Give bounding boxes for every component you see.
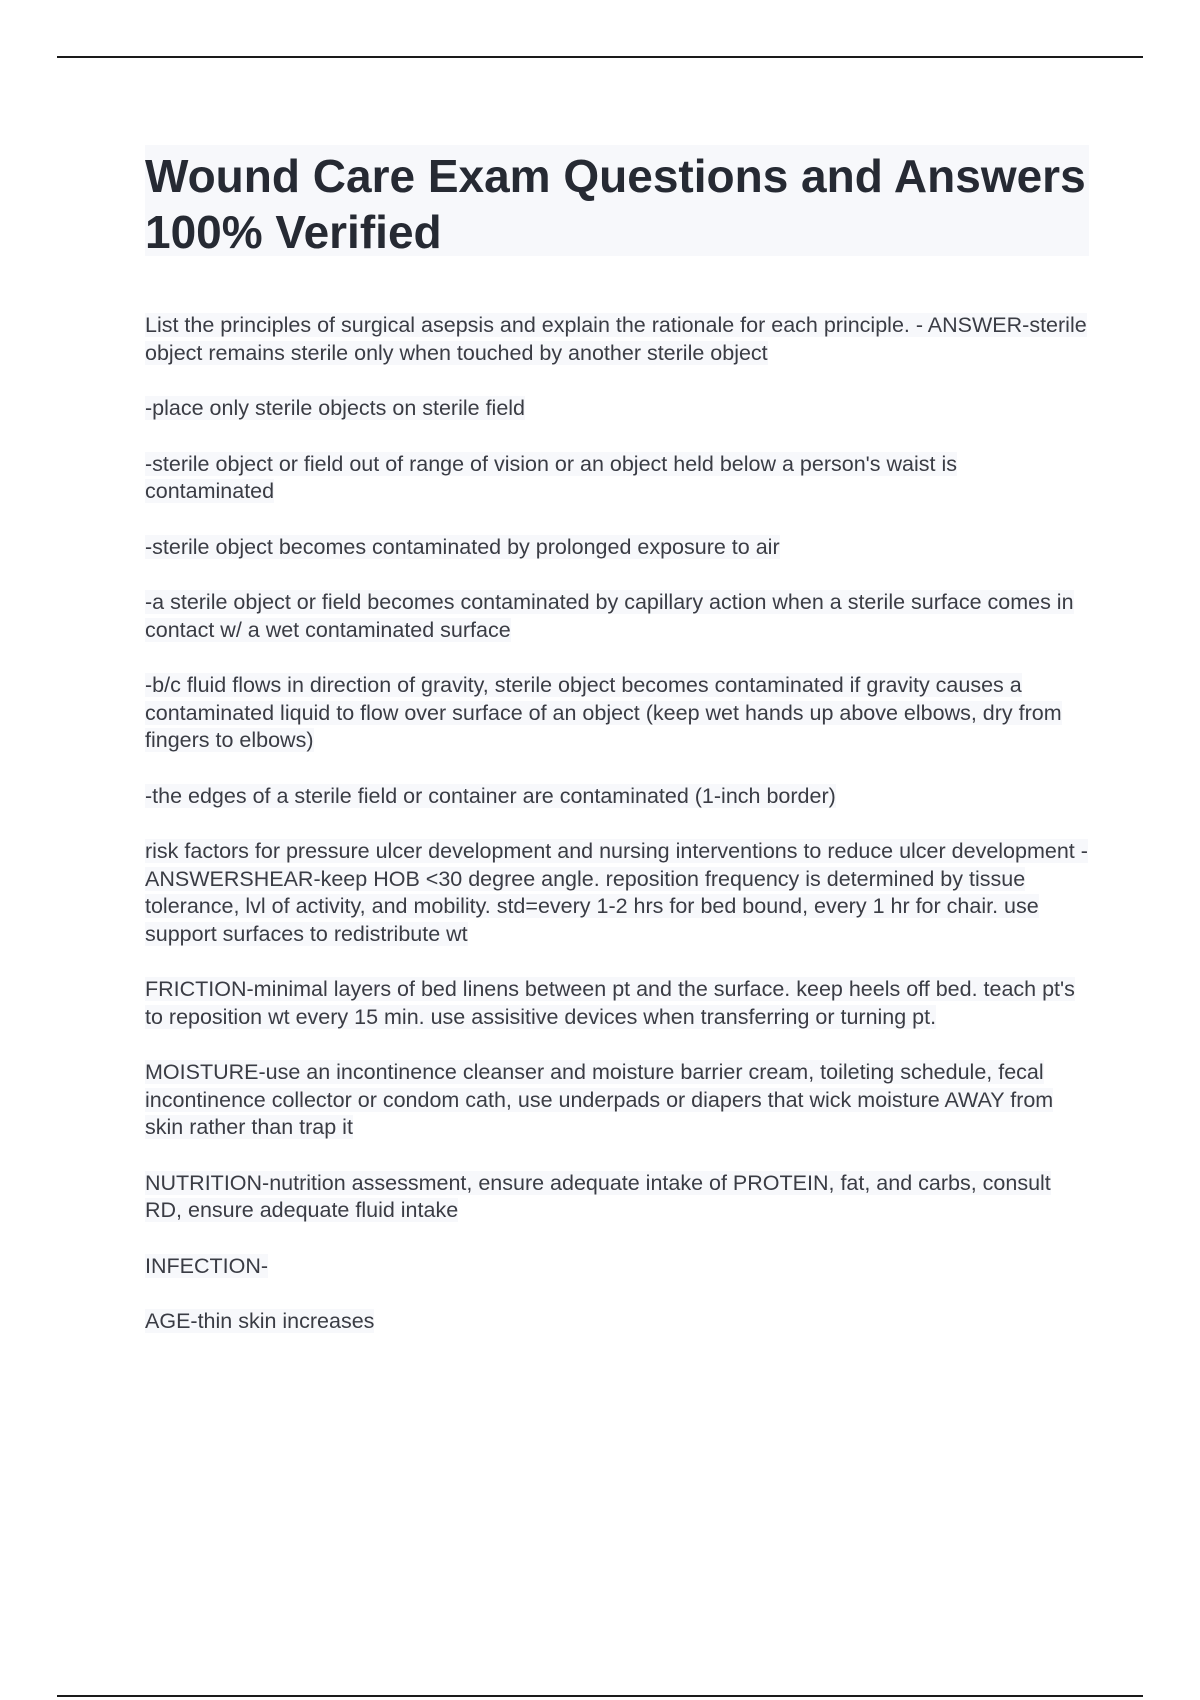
paragraph-air-exposure: -sterile object becomes contaminated by prolonged exposure to air [145, 534, 780, 559]
paragraph-edges: -the edges of a sterile field or container are contaminated (1-inch border) [145, 783, 836, 808]
paragraph-moisture: MOISTURE-use an incontinence cleanser and moisture barrier cream, toileting schedule, fecal incontinence collector or condom cath, use underpads or diapers that wick moisture AWAY from skin rather than trap it [145, 1060, 1054, 1139]
paragraph-infection: INFECTION- [145, 1253, 269, 1278]
paragraph-age: AGE-thin skin increases [145, 1309, 375, 1333]
paragraph-asepsis-question: List the principles of surgical asepsis and explain the rationale for each principle. - ANSWER-sterile object remains sterile only when touched by another sterile object [145, 313, 1087, 365]
footer-rule [57, 1695, 1143, 1697]
paragraph-pressure-ulcer-question: risk factors for pressure ulcer development and nursing interventions to reduce ulcer development - ANSWERSHEAR-keep HOB <30 degree angle. reposition frequency is determined by tissue tolerance, lvl of activity, and mobility. std=every 1-2 hrs for bed bound, every 1 hr for chair. use support surfaces to redistribute wt [145, 839, 1088, 946]
document-title: Wound Care Exam Questions and Answers 100% Verified [145, 150, 1086, 258]
paragraph-nutrition: NUTRITION-nutrition assessment, ensure adequate intake of PROTEIN, fat, and carbs, consult RD, ensure adequate fluid intake [145, 1170, 1051, 1222]
paragraph-capillary-action: -a sterile object or field becomes contaminated by capillary action when a sterile surface comes in contact w/ a wet contaminated surface [145, 590, 1074, 642]
paragraph-gravity: -b/c fluid flows in direction of gravity, sterile object becomes contaminated if gravity causes a contaminated liquid to flow over surface of an object (keep wet hands up above elbows, dry from fingers to elbows) [145, 673, 1062, 752]
header-rule [57, 56, 1143, 58]
paragraph-range-of-vision: -sterile object or field out of range of vision or an object held below a person's waist is contaminated [145, 451, 957, 503]
document-body [145, 312, 1089, 1364]
paragraph-friction: FRICTION-minimal layers of bed linens between pt and the surface. keep heels off bed. teach pt's to reposition wt every 15 min. use assisitive devices when transferring or turning pt. [145, 977, 1075, 1029]
title-block [145, 145, 1089, 256]
paragraph-sterile-field: -place only sterile objects on sterile field [145, 396, 526, 420]
